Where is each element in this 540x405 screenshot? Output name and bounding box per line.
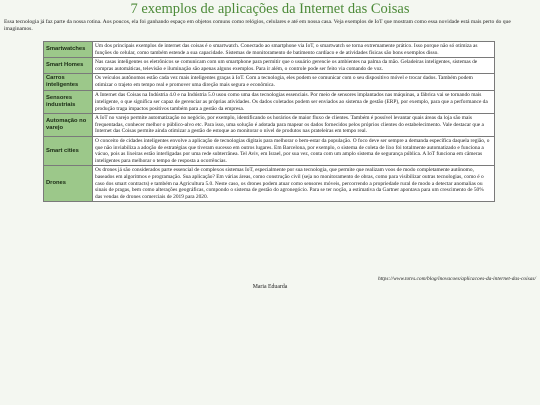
row-description: A Internet das Coisas na Indústria 4.0 e na Indústria 5.0 usou como uma das tecnologias essenciais. Por meio de sensores implantados nas máquinas, a fábrica vai se tornando mais inteligente, o que significa ser capaz de gerenciar as próprias atividades. Os dados coletados podem ser enviados ao sistema de gestão (ERP), por exemplo, para que a performance da produção traga impactos positivos também para a gestão da empresa. xyxy=(93,91,495,114)
page-title: 7 exemplos de aplicações da Internet das Coisas xyxy=(130,1,410,17)
examples-table xyxy=(43,41,495,202)
row-label: Smart Homes xyxy=(44,58,93,74)
row-description: A IoT no varejo permite automatização no negócio, por exemplo, identificando os horários de maior fluxo de clientes. Também é possível levantar quais áreas da loja são mais frequentadas, conhecer melhor o público-alvo etc. Para isso, uma solução é adotada para mapear os dados fornecidos pelos próprios clientes do estabelecimento. Vale destacar que a Internet das Coisas permite ainda otimizar a gestão de estoque ao monitorar o nível de produtos nas prateleiras em tempo real. xyxy=(93,114,495,137)
row-label: Smartwatches xyxy=(44,42,93,58)
author-name: Maria Eduarda xyxy=(252,284,288,290)
table-row xyxy=(44,114,495,137)
table-row xyxy=(44,136,495,165)
row-label: Drones xyxy=(44,166,93,202)
intro-paragraph: Essa tecnologia já faz parte da nossa rotina. Aos poucos, ela foi ganhando espaço em objetos comuns como relógios, celulares e até em nossa casa. Veja exemplos de IoT que mostram como essa novidade está mais perto do que imaginamos. xyxy=(4,19,511,32)
table-row xyxy=(44,166,495,202)
row-label: Automação no varejo xyxy=(44,114,93,137)
row-label: Smart cities xyxy=(44,136,93,165)
source-link[interactable]: https://www.totvs.com/blog/inovacoes/aplicacoes-da-internet-das-coisas/ xyxy=(377,276,536,282)
row-description: Um dos principais exemplos de internet das coisas é o smartwatch. Conectado ao smartphone via IoT, o smartwatch se torna extremamente prático. Isso porque não só otimiza as funções do celular, como também estende a sua capacidade. Sistemas de monitoramento de batimento cardíaco e de atividades físicas são bons exemplos disso. xyxy=(93,42,495,58)
table-row xyxy=(44,91,495,114)
row-label: Sensores industriais xyxy=(44,91,93,114)
row-description: Os veículos autônomos estão cada vez mais inteligentes graças à IoT. Com a tecnologia, eles podem se comunicar com o seu dispositivo móvel e trocar dados. Também podem otimizar o trajeto em tempo real e promover uma direção mais segura e econômica. xyxy=(93,74,495,91)
table-row xyxy=(44,58,495,74)
examples-table-wrapper xyxy=(43,41,495,202)
row-label: Carros inteligentes xyxy=(44,74,93,91)
row-description: Nas casas inteligentes os eletrônicos se comunicam com um smartphone para permitir que o usuário gerencie os ambientes na palma da mão. Geladeiras inteligentes, sistemas de compras automáticas, televisão e iluminação são apenas alguns exemplos. Para ir além, o controle pode ser feito via comando de voz. xyxy=(93,58,495,74)
table-row xyxy=(44,42,495,58)
row-description: Os drones já são considerados parte essencial de complexos sistemas IoT, especialmente por sua tecnologia, que permite que realizam voos de modo completamente autônomo, baseados em algoritmos e programação. Sua aplicação? Em várias áreas, como construção civil (seja no monitoramento de obras, como para visibilizar outras tecnologias, como é o caso dos smart contracts) e também na Agricultura 5.0. Neste caso, os drones podem atuar como sensores móveis, percorrendo a propriedade rural de modo a detectar anomalias ou sinais de pragas, bem como alterações geográficas, compondo o sistema de gestão do agronegócio. Para se ter noção, a estimativa da Gartner apontava para um crescimento de 50% das vendas de drones comerciais de 2019 para 2020. xyxy=(93,166,495,202)
row-description: O conceito de cidades inteligentes envolve a aplicação de tecnologias digitais para melhorar o bem-estar da população. O foco deve ser sempre a demanda específica daquela região, o que não inviabiliza a adoção de estratégias que tiveram sucesso em outros lugares. Em Barcelona, por exemplo, o sistema de coleta de lixo foi totalmente automatizado e funciona a vácuo, pois as lixeiras estão interligadas por uma rede subterrânea. Tel Aviv, em Israel, por sua vez, conta com um amplo sistema de segurança pública. A IoT funciona em câmeras inteligentes para melhorar o tempo de resposta a ocorrências. xyxy=(93,136,495,165)
table-row xyxy=(44,74,495,91)
